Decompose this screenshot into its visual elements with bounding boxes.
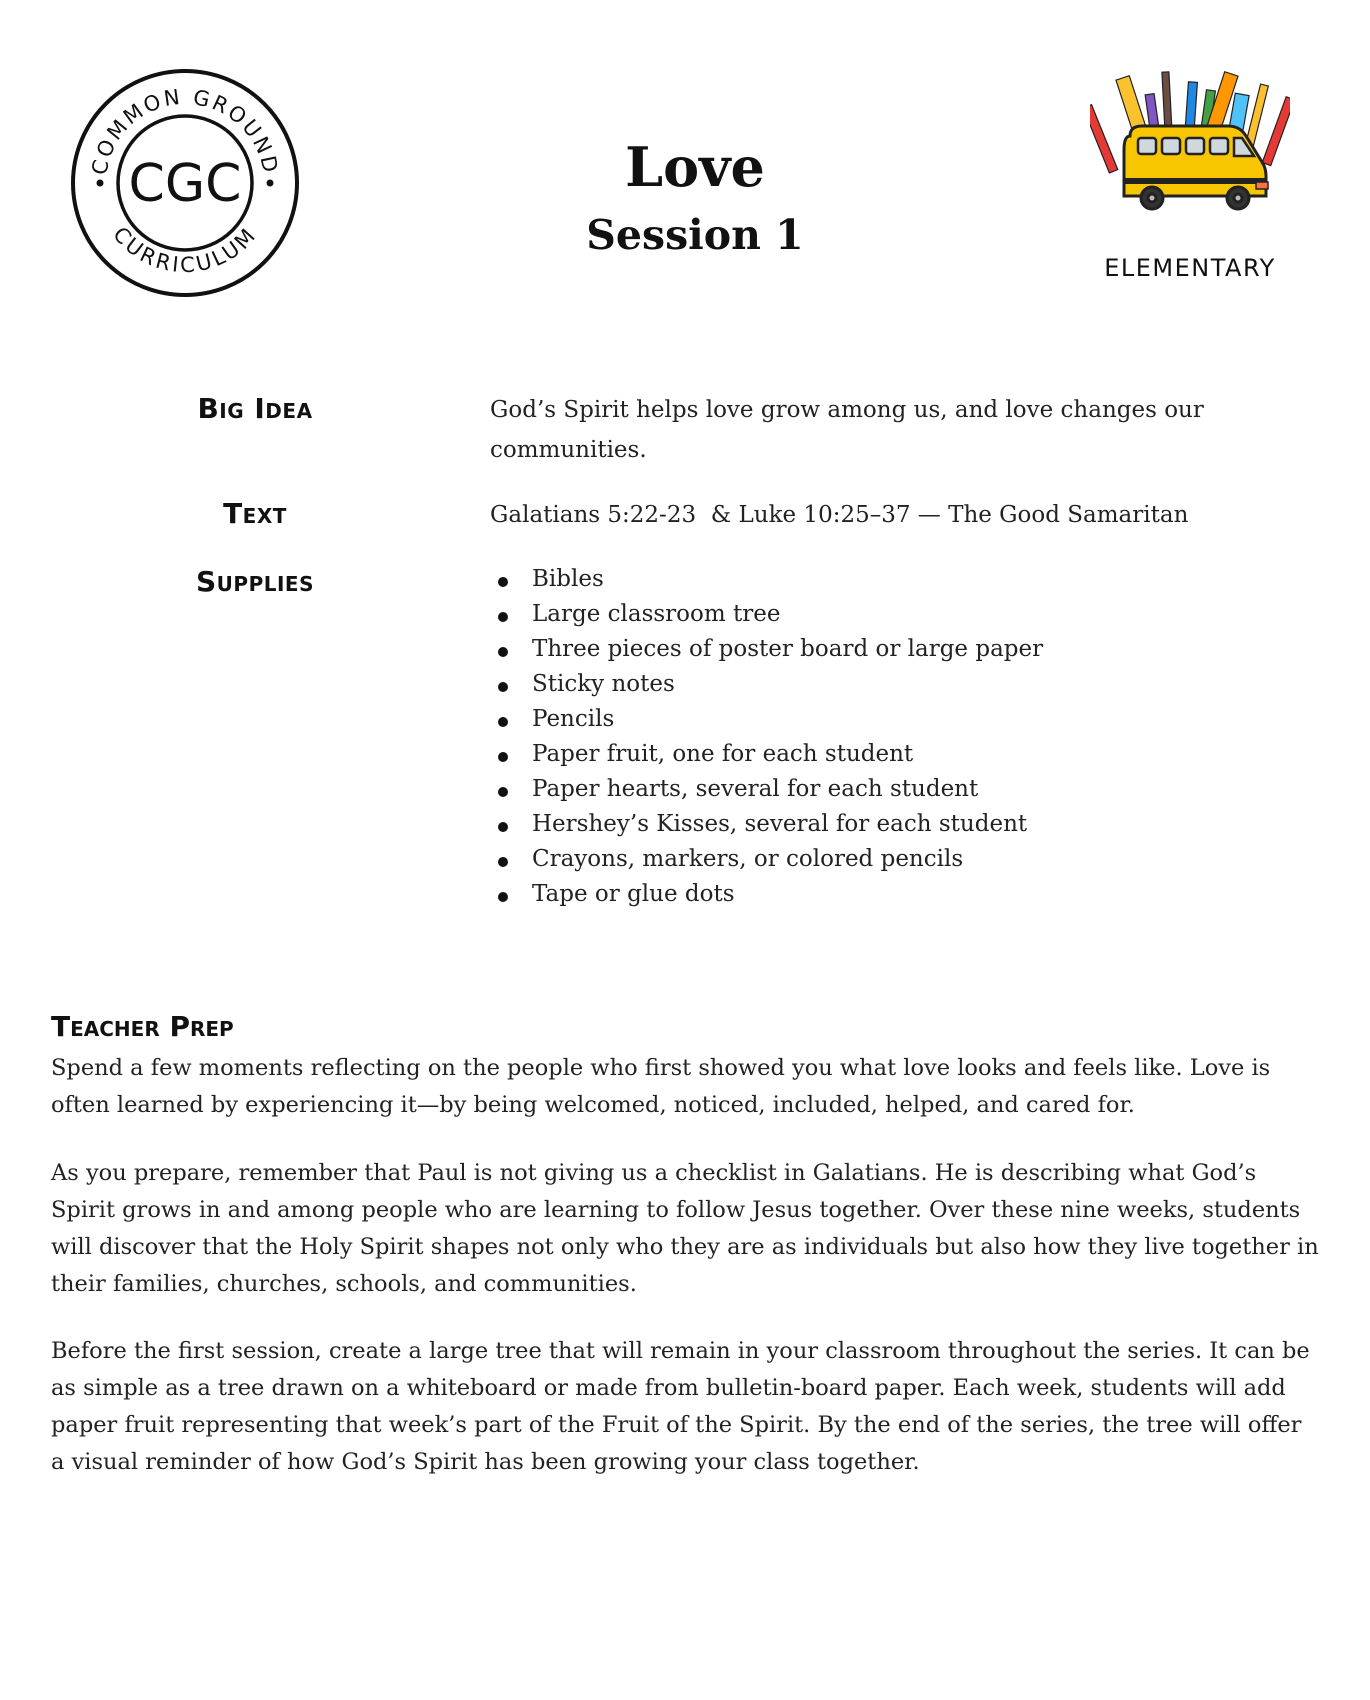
- supply-item: Crayons, markers, or colored pencils: [490, 842, 1043, 877]
- supply-item: Hershey’s Kisses, several for each student: [490, 807, 1043, 842]
- session-subtitle: Session 1: [586, 211, 804, 259]
- supply-item: Paper hearts, several for each student: [490, 772, 1043, 807]
- supply-item: Bibles: [490, 562, 1043, 597]
- logo-monogram: CGC: [128, 154, 242, 214]
- big-idea-text: God’s Spirit helps love grow among us, and love changes our communities.: [490, 397, 1204, 463]
- teacher-prep-paragraph: As you prepare, remember that Paul is not giving us a checklist in Galatians. He is describing what God’s Spirit grows in and among people who are learning to follow Jesus together. Over these nine weeks, students will discover that the Holy Spirit shapes not only who they are as individuals but also how they live together in their families, churches, schools, and communities.: [51, 1160, 1319, 1297]
- logo-ring-top: COMMON GROUND: [87, 84, 283, 177]
- teacher-prep-paragraph: Spend a few moments reflecting on the people who first showed you what love looks and feels like. Love is often learned by experiencing it—by being welcomed, noticed, included, helped, and cared for.: [51, 1055, 1271, 1118]
- supply-item: Three pieces of poster board or large paper: [490, 632, 1043, 667]
- text-label: Text: [223, 497, 287, 530]
- supply-item: Tape or glue dots: [490, 877, 1043, 912]
- teacher-prep-paragraph: Before the first session, create a large tree that will remain in your classroom throughout the series. It can be as simple as a tree drawn on a whiteboard or made from bulletin-board paper. Each week, students will add paper fruit representing that week’s part of the Fruit of the Spirit. By the end of the series, the tree will offer a visual reminder of how God’s Spirit has been growing your class together.: [51, 1338, 1310, 1475]
- scripture-reference: Galatians 5:22-23 & Luke 10:25–37 — The Good Samaritan: [490, 502, 1189, 528]
- logo-ring-bottom: CURRICULUM: [108, 222, 262, 278]
- supplies-label: Supplies: [196, 565, 314, 598]
- page-title: Love: [625, 135, 765, 199]
- big-idea-label: Big Idea: [197, 392, 313, 425]
- supply-item: Sticky notes: [490, 667, 1043, 702]
- supply-item: Large classroom tree: [490, 597, 1043, 632]
- teacher-prep-heading: Teacher Prep: [51, 1010, 234, 1043]
- grade-level-label: ELEMENTARY: [1104, 254, 1276, 282]
- supplies-list: [490, 562, 1043, 912]
- supply-item: Pencils: [490, 702, 1043, 737]
- supply-item: Paper fruit, one for each student: [490, 737, 1043, 772]
- school-bus-with-pencils-icon: [1090, 64, 1290, 224]
